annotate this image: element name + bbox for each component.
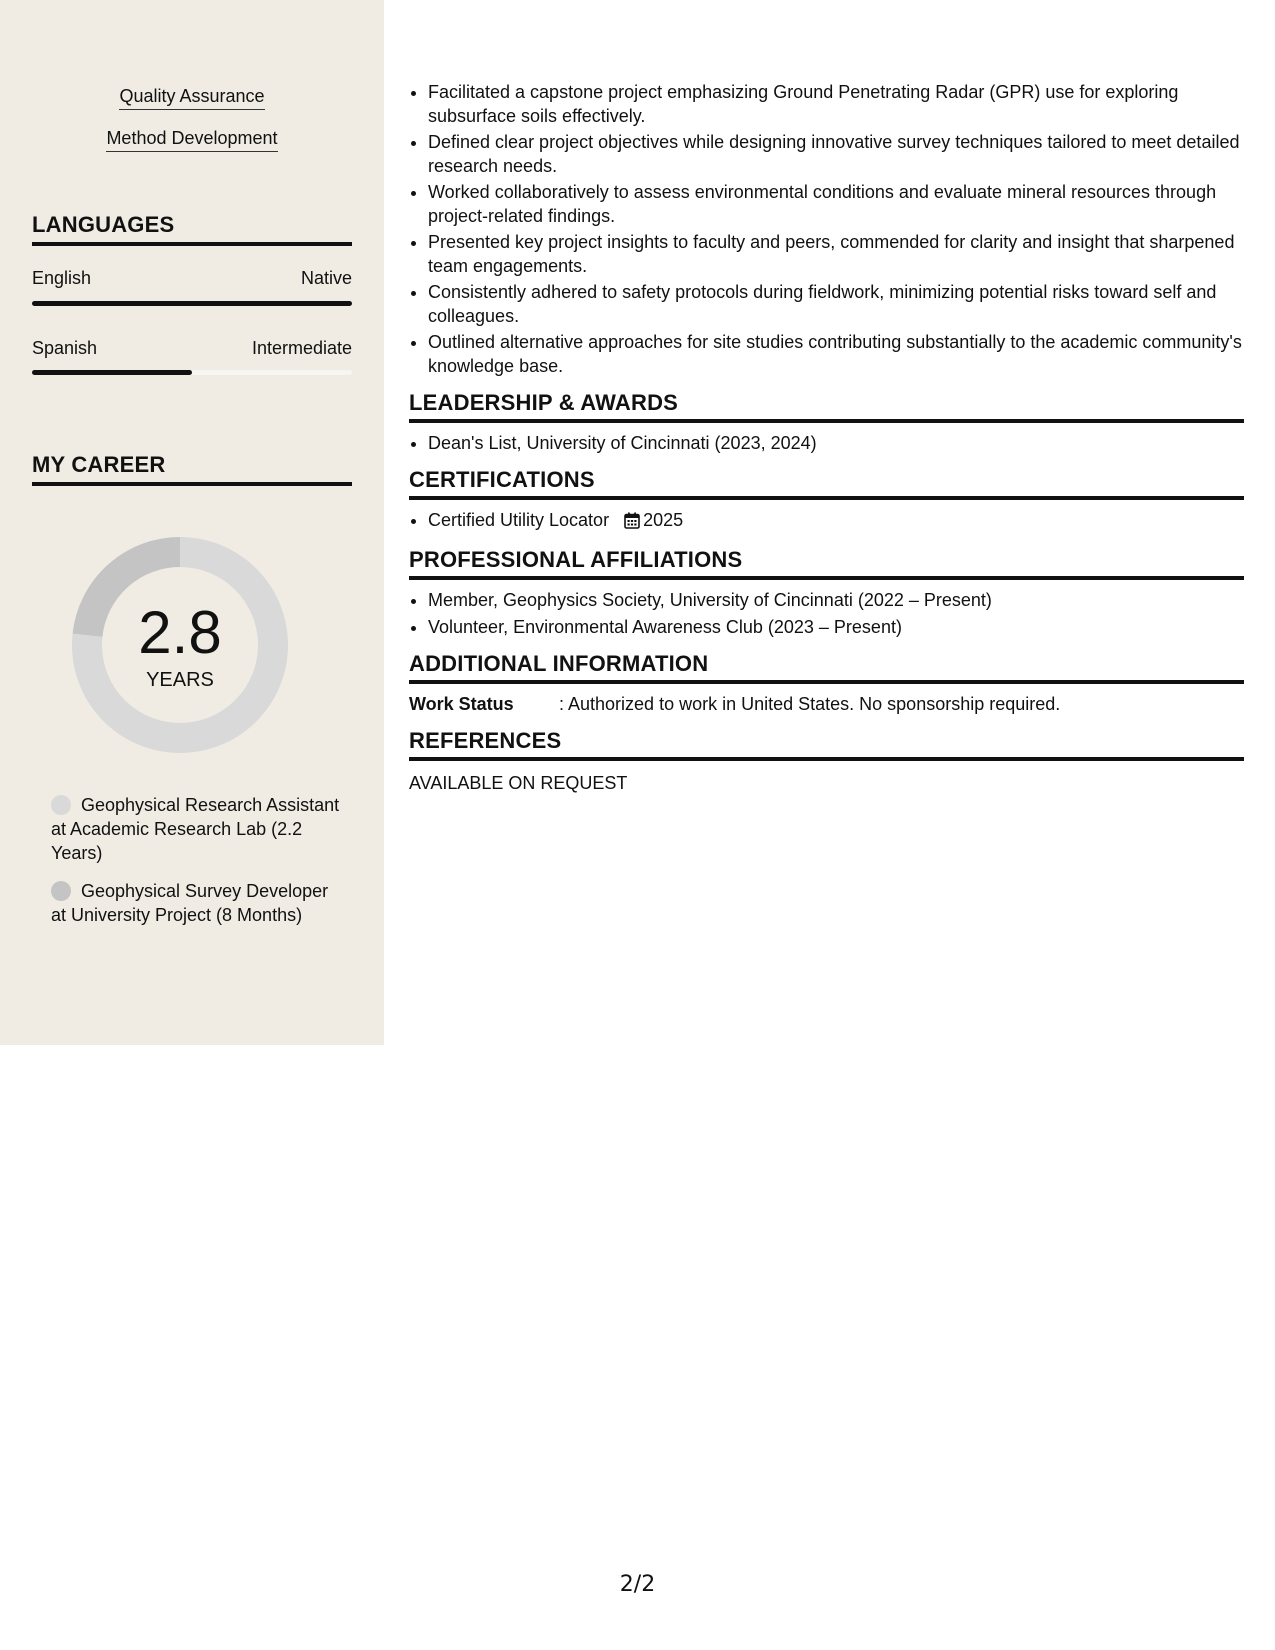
affiliations-heading: PROFESSIONAL AFFILIATIONS [409, 547, 1244, 580]
language-name: Spanish [32, 338, 98, 358]
list-item: • Defined clear project objectives while designing innovative survey techniques tailored to meet detailed research needs. [428, 130, 1244, 178]
list-item [428, 508, 1244, 535]
calendar-icon [624, 511, 640, 535]
skill-tag: Method Development [106, 128, 277, 152]
career-item-label: Geophysical Research Assistant at Academic Research Lab (2.2 Years) [51, 795, 340, 863]
work-status-row [409, 692, 1244, 716]
language-row [32, 338, 352, 359]
language-level: Native [300, 268, 352, 288]
work-status-value: : Authorized to work in United States. No sponsorship required. [559, 694, 1061, 714]
references-text: AVAILABLE ON REQUEST [409, 773, 628, 793]
main-content [409, 80, 1244, 795]
career-legend-item [51, 879, 341, 927]
career-heading: MY CAREER [32, 452, 352, 486]
leadership-heading: LEADERSHIP & AWARDS [409, 390, 1244, 423]
career-total-value: 2.8 [138, 599, 222, 666]
list-item: • Member, Geophysics Society, University of Cincinnati (2022 – Present) [428, 588, 1244, 612]
list-item: • Dean's List, University of Cincinnati (2023, 2024) [428, 431, 1244, 455]
list-item: • Facilitated a capstone project emphasizing Ground Penetrating Radar (GPR) use for exploring subsurface soils effectively. [428, 80, 1244, 128]
career-donut-chart [66, 531, 294, 759]
language-name: English [32, 268, 92, 288]
list-item: • Presented key project insights to faculty and peers, commended for clarity and insight that sharpened team engagements. [428, 230, 1244, 278]
list-item: • Outlined alternative approaches for site studies contributing substantially to the academic community's knowledge base. [428, 330, 1244, 378]
language-level: Intermediate [251, 338, 352, 358]
career-legend-item [51, 793, 341, 865]
language-proficiency-bar [32, 370, 352, 375]
certifications-list [409, 508, 1244, 535]
languages-heading: LANGUAGES [32, 212, 352, 246]
language-proficiency-fill [32, 301, 352, 306]
sidebar [0, 0, 384, 1045]
language-row [32, 268, 352, 289]
leadership-list [409, 431, 1244, 455]
career-total [66, 531, 294, 759]
career-item-label: Geophysical Survey Developer at University Project (8 Months) [51, 881, 329, 925]
certification-year: 2025 [643, 510, 684, 530]
certifications-heading: CERTIFICATIONS [409, 467, 1244, 500]
affiliations-list [409, 588, 1244, 639]
additional-info-heading: ADDITIONAL INFORMATION [409, 651, 1244, 684]
skill-tag: Quality Assurance [119, 86, 264, 110]
list-item: • Volunteer, Environmental Awareness Club (2023 – Present) [428, 615, 1244, 639]
career-total-unit: YEARS [146, 669, 214, 691]
work-status-label: Work Status [409, 694, 514, 714]
list-item: • Worked collaboratively to assess environmental conditions and evaluate mineral resources through project-related findings. [428, 180, 1244, 228]
references-heading: REFERENCES [409, 728, 1244, 761]
list-item: • Consistently adhered to safety protocols during fieldwork, minimizing potential risks toward self and colleagues. [428, 280, 1244, 328]
language-proficiency-bar [32, 301, 352, 306]
experience-bullets [409, 80, 1244, 378]
language-proficiency-fill [32, 370, 192, 375]
page-number: 2/2 [619, 1572, 656, 1597]
skills-list [0, 86, 384, 170]
legend-dot-icon [51, 795, 71, 815]
legend-dot-icon [51, 881, 71, 901]
certification-name: Certified Utility Locator [428, 510, 610, 530]
